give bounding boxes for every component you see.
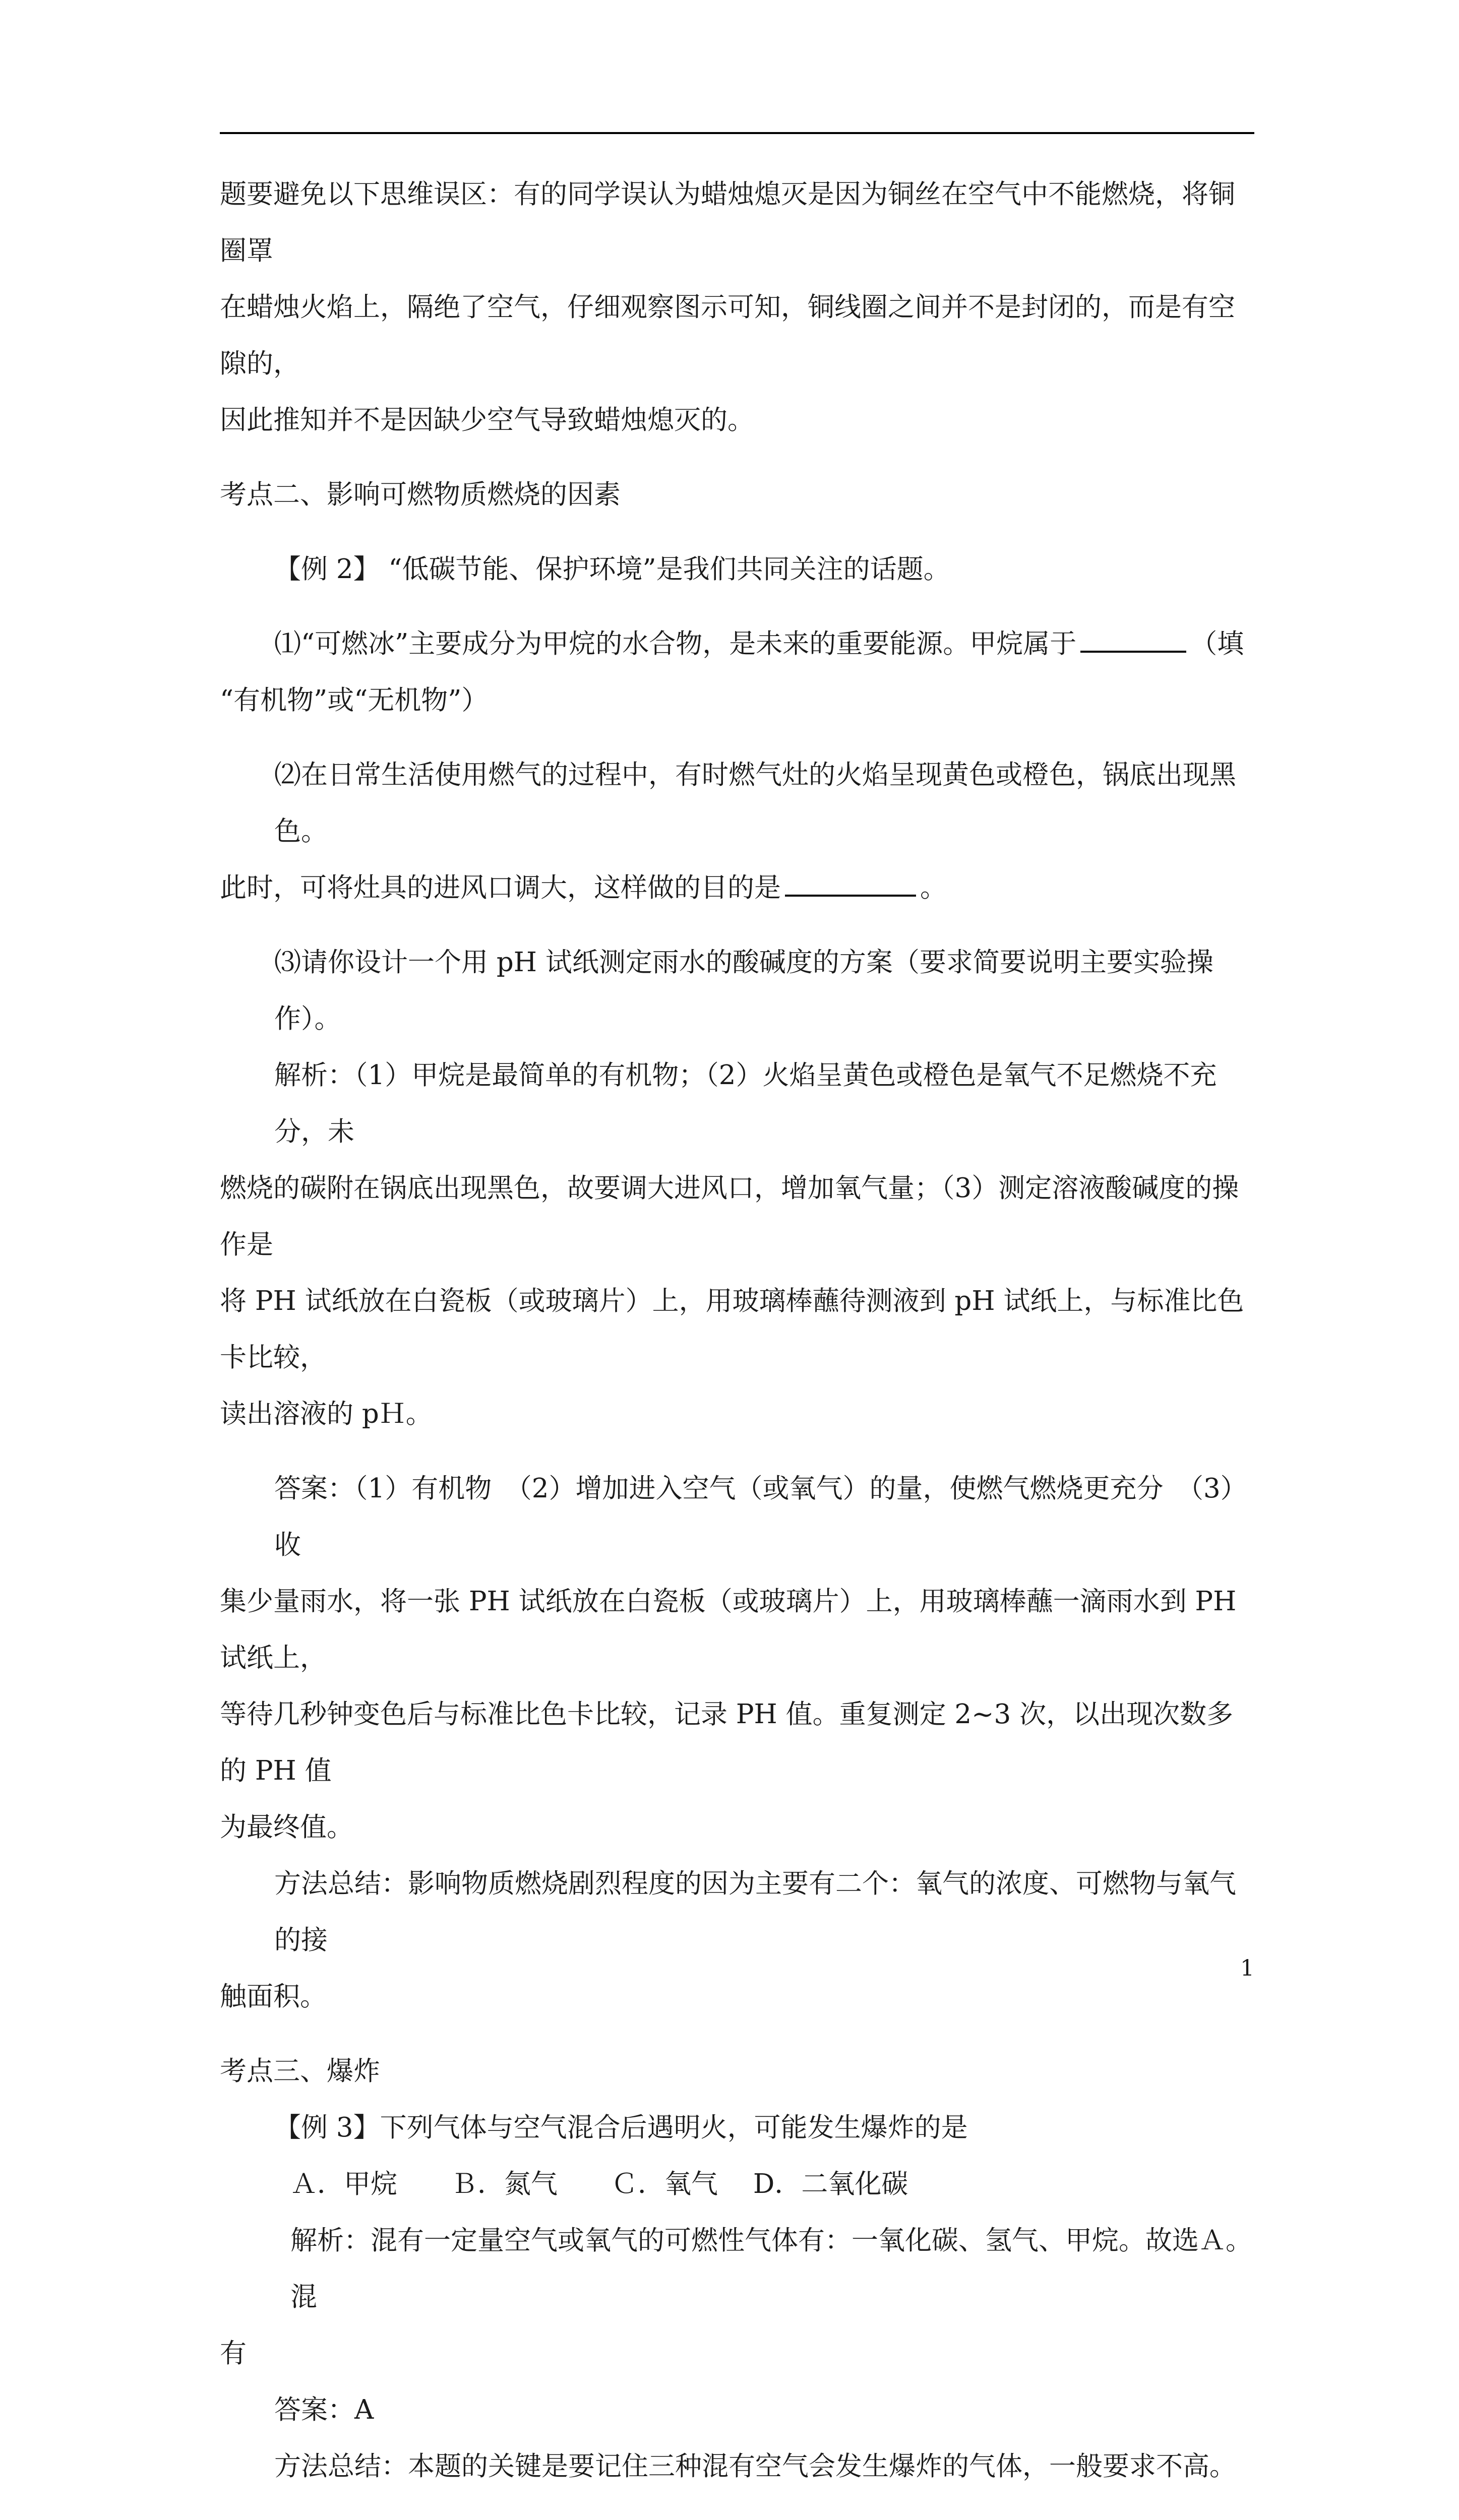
answer-blank bbox=[785, 871, 916, 897]
answer-line: 答案：A bbox=[274, 2395, 374, 2425]
question-line bbox=[220, 860, 1254, 916]
answer-line: 答案：（1）有机物 （2）增加进入空气（或氧气）的量，使燃气燃烧更充分 （3）收 bbox=[274, 1473, 1247, 1560]
text-line: 在蜡烛火焰上，隔绝了空气，仔细观察图示可知，铜线圈之间并不是封闭的，而是有空隙的， bbox=[220, 292, 1235, 379]
text-line: 因此推知并不是因缺少空气导致蜡烛熄灭的。 bbox=[220, 405, 754, 435]
analysis-line: 解析：混有一定量空气或氧气的可燃性气体有：一氧化碳、氢气、甲烷。故选Ａ。混 bbox=[290, 2225, 1252, 2312]
analysis-line: 燃烧的碳附在锅底出现黑色，故要调大进风口，增加氧气量；（3）测定溶液酸碱度的操作是 bbox=[220, 1173, 1239, 1260]
answer-blank bbox=[1080, 627, 1186, 653]
section-heading: 考点二、影响可燃物质燃烧的因素 bbox=[220, 479, 621, 510]
question-text: 此时，可将灶具的进风口调大，这样做的目的是 bbox=[220, 872, 781, 903]
question-text: 。 bbox=[920, 872, 947, 903]
method-line: 方法总结：影响物质燃烧剧烈程度的因为主要有二个：氧气的浓度、可燃物与氧气的接 bbox=[274, 1868, 1236, 1956]
question-line: ⑶请你设计一个用 pH 试纸测定雨水的酸碱度的方案（要求简要说明主要实验操作）。 bbox=[274, 947, 1213, 1034]
question-line: ⑵在日常生活使用燃气的过程中，有时燃气灶的火焰呈现黄色或橙色，锅底出现黑色。 bbox=[274, 760, 1236, 847]
analysis-line: 解析：（1）甲烷是最简单的有机物；（2）火焰呈黄色或橙色是氧气不足燃烧不充分，未 bbox=[274, 1060, 1217, 1147]
choices-line: Ａ．甲烷 Ｂ．氮气 Ｃ．氧气 D．二氧化碳 bbox=[290, 2169, 908, 2199]
question-line bbox=[220, 616, 1254, 672]
answer-line: 为最终值。 bbox=[220, 1812, 353, 1843]
header-rule bbox=[220, 132, 1254, 134]
document-body bbox=[220, 166, 1254, 2520]
text-line: 题要避免以下思维误区：有的同学误认为蜡烛熄灭是因为铜丝在空气中不能燃烧，将铜圈罩 bbox=[220, 179, 1235, 266]
question-line: “有机物”或“无机物”） bbox=[220, 685, 489, 716]
method-line: 方法总结：本题的关键是要记住三种混有空气会发生爆炸的气体，一般要求不高。 bbox=[274, 2451, 1236, 2482]
section-heading bbox=[220, 2513, 1254, 2520]
analysis-line: 读出溶液的 pＨ。 bbox=[220, 1399, 433, 1429]
method-line: 触面积。 bbox=[220, 1981, 327, 2012]
question-text: （填 bbox=[1190, 628, 1244, 659]
analysis-line: 将 PH 试纸放在白瓷板（或玻璃片）上，用玻璃棒蘸待测液到 pH 试纸上，与标准比色卡比较， bbox=[220, 1286, 1244, 1373]
answer-line: 等待几秒钟变色后与标准比色卡比较，记录 PH 值。重复测定 2~3 次，以出现次数多的 PH 值 bbox=[220, 1699, 1234, 1786]
example-title: 【例 3】下列气体与空气混合后遇明火，可能发生爆炸的是 bbox=[274, 2112, 968, 2143]
page-number: 1 bbox=[1240, 1956, 1254, 1981]
section-heading: 考点三、爆炸 bbox=[220, 2056, 380, 2087]
answer-line: 集少量雨水，将一张 PH 试纸放在白瓷板（或玻璃片）上，用玻璃棒蘸一滴雨水到 PH 试纸上， bbox=[220, 1586, 1237, 1673]
example-title: 【例 2】 “低碳节能、保护环境”是我们共同关注的话题。 bbox=[274, 554, 950, 585]
question-text: ⑴“可燃冰”主要成分为甲烷的水合物，是未来的重要能源。甲烷属于 bbox=[274, 628, 1077, 659]
analysis-line: 有 bbox=[220, 2338, 247, 2369]
